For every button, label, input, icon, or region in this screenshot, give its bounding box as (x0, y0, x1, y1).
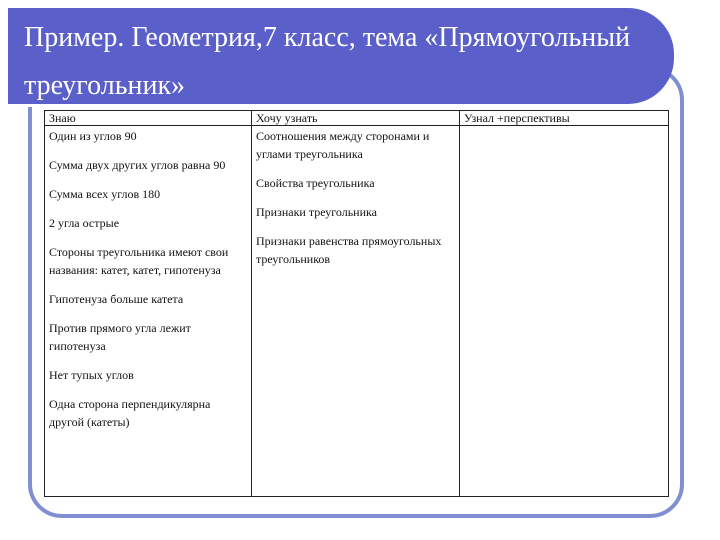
table-header-row (45, 111, 669, 126)
slide-title: Пример. Геометрия,7 класс, тема «Прямоугольный треугольник» (24, 22, 631, 101)
header-learned: Узнал +перспективы (460, 111, 669, 126)
kwl-table-container (44, 110, 668, 497)
want-item: Соотношения между сторонами и углами треугольника (256, 129, 430, 161)
header-know: Знаю (45, 111, 252, 126)
header-want: Хочу узнать (252, 111, 460, 126)
know-item: Сумма всех углов 180 (49, 187, 161, 201)
know-item: Гипотенуза больше катета (49, 292, 184, 306)
title-banner (8, 8, 674, 104)
know-item: Нет тупых углов (49, 368, 134, 382)
know-item: Сумма двух других углов равна 90 (49, 158, 226, 172)
learned-cell (460, 126, 669, 497)
know-cell (45, 126, 252, 497)
know-item: 2 угла острые (49, 216, 120, 230)
kwl-table (44, 110, 669, 497)
know-item: Одна сторона перпендикулярна другой (катеты) (49, 397, 211, 429)
know-item: Против прямого угла лежит гипотенуза (49, 321, 191, 353)
want-cell (252, 126, 460, 497)
know-item: Один из углов 90 (49, 129, 137, 143)
want-item: Признаки треугольника (256, 205, 377, 219)
title-underline (8, 104, 638, 107)
want-item: Признаки равенства прямоугольных треугольников (256, 234, 442, 266)
table-row (45, 126, 669, 497)
know-item: Стороны треугольника имеют свои названия: катет, катет, гипотенуза (49, 245, 229, 277)
want-item: Свойства треугольника (256, 176, 375, 190)
